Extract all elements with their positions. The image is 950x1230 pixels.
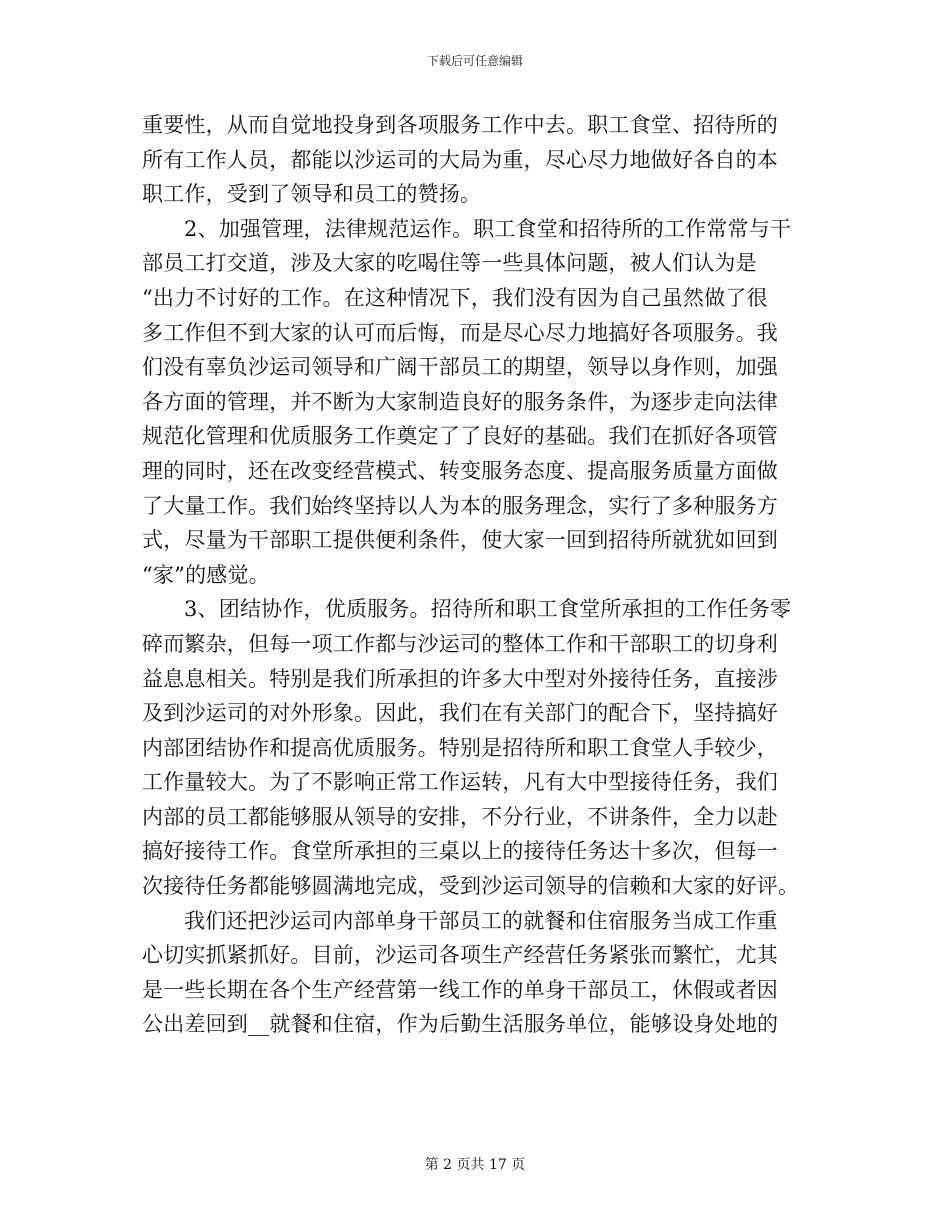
body-line: 工作量较大。为了不影响正常工作运转，凡有大中型接待任务，我们 <box>142 770 778 795</box>
body-line: 了大量工作。我们始终坚持以人为本的服务理念，实行了多种服务方 <box>142 493 778 518</box>
body-line: 多工作但不到大家的认可而后悔，而是尽心尽力地搞好各项服务。我 <box>142 320 778 345</box>
paragraph-start-line: 我们还把沙运司内部单身干部员工的就餐和住宿服务当成工作重 <box>184 908 778 933</box>
body-line: “出力不讨好的工作。在这种情况下，我们没有因为自己虽然做了很 <box>142 285 768 310</box>
body-line: 公出差回到__就餐和住宿，作为后勤生活服务单位，能够设身处地的 <box>142 1012 779 1037</box>
body-line: 各方面的管理，并不断为大家制造良好的服务条件，为逐步走向法律 <box>142 389 778 414</box>
body-line: 益息息相关。特别是我们所承担的许多大中型对外接待任务，直接涉 <box>142 666 778 691</box>
body-line: 们没有辜负沙运司领导和广阔干部员工的期望，领导以身作则，加强 <box>142 355 778 380</box>
body-line: 内部团结协作和提高优质服务。特别是招待所和职工食堂人手较少， <box>142 735 778 760</box>
body-line: 部员工打交道，涉及大家的吃喝住等一些具体问题，被人们认为是 <box>142 251 757 276</box>
body-line: 规范化管理和优质服务工作奠定了了良好的基础。我们在抓好各项管 <box>142 424 778 449</box>
body-line: 次接待任务都能够圆满地完成，受到沙运司领导的信赖和大家的好评。 <box>142 874 800 899</box>
page-header: 下载后可任意编辑 <box>426 54 523 68</box>
paragraph-start-line: 3、团结协作，优质服务。招待所和职工食堂所承担的工作任务零 <box>184 597 792 622</box>
page-footer: 第 2 页共 17 页 <box>424 1157 526 1173</box>
body-line: 内部的员工都能够服从领导的安排，不分行业，不讲条件，全力以赴 <box>142 804 778 829</box>
body-line: 心切实抓紧抓好。目前，沙运司各项生产经营任务紧张而繁忙，尤其 <box>142 943 778 968</box>
body-line: 所有工作人员，都能以沙运司的大局为重，尽心尽力地做好各自的本 <box>142 147 778 172</box>
body-line: 碎而繁杂，但每一项工作都与沙运司的整体工作和干部职工的切身利 <box>142 631 778 656</box>
paragraph-start-line: 2、加强管理，法律规范运作。职工食堂和招待所的工作常常与干 <box>184 216 792 241</box>
body-line: 理的同时，还在改变经营模式、转变服务态度、提高服务质量方面做 <box>142 458 778 483</box>
body-line: 及到沙运司的对外形象。因此，我们在有关部门的配合下，坚持搞好 <box>142 701 778 726</box>
document-body <box>142 108 810 1042</box>
body-line: 职工作，受到了领导和员工的赞扬。 <box>142 182 482 207</box>
body-line: 重要性，从而自觉地投身到各项服务工作中去。职工食堂、招待所的 <box>142 113 778 137</box>
body-line: “家”的感觉。 <box>142 562 270 587</box>
body-line: 式，尽量为干部职工提供便利条件，使大家一回到招待所就犹如回到 <box>142 528 778 553</box>
body-line: 是一些长期在各个生产经营第一线工作的单身干部员工，休假或者因 <box>142 977 778 1002</box>
body-line: 搞好接待工作。食堂所承担的三桌以上的接待任务达十多次，但每一 <box>142 839 778 864</box>
